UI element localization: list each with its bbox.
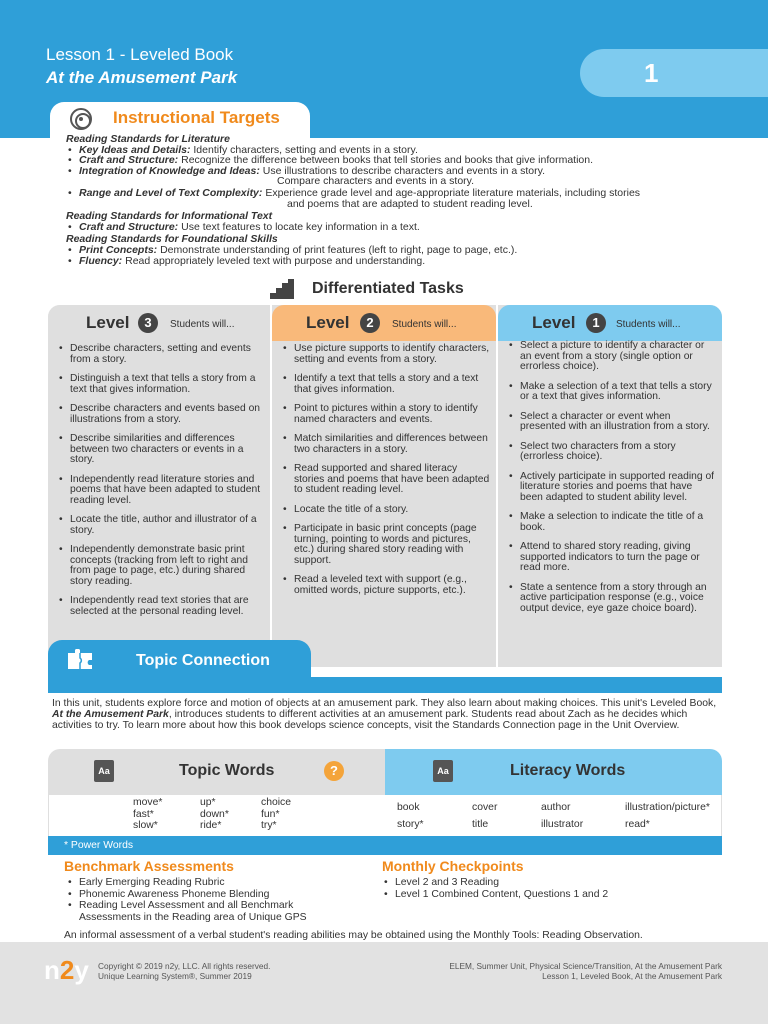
book-icon: Aa: [433, 760, 453, 782]
monthly-checkpoints-title: Monthly Checkpoints: [382, 858, 524, 874]
standard-term: Key Ideas and Details:: [79, 143, 191, 156]
level-3-task-list: [56, 341, 264, 617]
topic-words-column: [133, 797, 162, 832]
word: fast*: [133, 808, 154, 820]
standard-term: Range and Level of Text Complexity:: [79, 186, 263, 199]
level-1-task-list: [506, 341, 716, 614]
word: book: [397, 802, 420, 813]
unit-info-line: Lesson 1, Leveled Book, At the Amusement Park: [542, 970, 722, 981]
standard-item: [66, 166, 726, 187]
task-item: • Describe characters, setting and events from a story.: [56, 344, 264, 365]
task-item: • Match similarities and differences between two characters in a story.: [280, 434, 490, 455]
monthly-item: • Level 1 Combined Content, Questions 1 and 2: [382, 889, 712, 901]
level-1-badge: 1: [586, 313, 606, 333]
word: try*: [261, 820, 277, 831]
level-1-column: [498, 305, 722, 667]
standard-text: Demonstrate understanding of print features (left to right, page to page, etc.).: [160, 243, 518, 256]
stairs-icon: [270, 279, 294, 299]
standard-term: Craft and Structure:: [79, 220, 179, 233]
task-item: • Select a character or event when presented with an illustration from a story.: [506, 412, 716, 433]
n2y-logo: n2y: [44, 955, 89, 985]
word: illustrator: [541, 819, 584, 830]
standard-text: Read appropriately leveled text with purpose and understanding.: [125, 254, 426, 267]
task-item: • Locate the title, author and illustrator of a story.: [56, 515, 264, 536]
word: down*: [200, 808, 229, 820]
power-words-note: * Power Words: [64, 840, 134, 851]
topic-text-part: , introduces students to different activities at an amusement park. Students read about Zach as he decides which activities to try. To learn more about how this book develops science concepts, visit the Standards Connection page in the Unit Overview.: [52, 709, 688, 731]
task-item: • Locate the title of a story.: [280, 505, 490, 516]
level-3-header: [48, 305, 270, 341]
literacy-words-column: [397, 799, 424, 833]
level-label: Level: [532, 313, 576, 332]
lesson-number: 1: [644, 58, 659, 88]
benchmark-item: • Reading Level Assessment and all Benchmark Assessments in the Reading area of Unique GPS: [66, 900, 346, 923]
task-item: • Use picture supports to identify characters, setting and events from a story.: [280, 344, 490, 365]
standard-text: Use text features to locate key information in a text.: [181, 220, 420, 233]
level-2-header: [272, 305, 496, 341]
topic-connection-tab: [48, 640, 311, 680]
standard-heading: Reading Standards for Foundational Skills: [66, 233, 278, 246]
book-title: At the Amusement Park: [46, 68, 238, 87]
copyright-text: [98, 962, 270, 981]
standard-item: [66, 222, 726, 233]
instructional-targets-body: [66, 134, 726, 266]
word: title: [472, 819, 489, 830]
task-item: • Select a picture to identify a character or an event from a story (single option or errorless choice).: [506, 341, 716, 373]
copyright-line: Copyright © 2019 n2y, LLC. All rights reserved.: [98, 961, 271, 971]
level-2-column: [272, 305, 496, 667]
level-3-badge: 3: [138, 313, 158, 333]
standard-item: [66, 188, 726, 209]
task-item: • Distinguish a text that tells a story from a text that gives information.: [56, 374, 264, 395]
standard-item: [66, 256, 726, 267]
literacy-words-header: [385, 749, 722, 795]
standard-text: Use illustrations to describe characters and events in a story.: [262, 164, 546, 177]
level-2-badge: 2: [360, 313, 380, 333]
literacy-words-column: [541, 799, 583, 833]
task-item: • Attend to shared story reading, giving supported indicators to turn the page or read more.: [506, 542, 716, 574]
students-will-label: Students will...: [392, 319, 457, 330]
task-item: • Make a selection to indicate the title of a book.: [506, 512, 716, 533]
topic-words-column: [200, 797, 229, 832]
lesson-line: Lesson 1 - Leveled Book: [46, 45, 234, 64]
differentiated-tasks-title: Differentiated Tasks: [312, 280, 464, 297]
word: slow*: [133, 820, 158, 831]
word: choice: [261, 797, 292, 808]
footer-unit-info: [449, 962, 722, 981]
power-words-bar: [48, 836, 722, 855]
standard-text-continued: Compare characters and events in a story.: [277, 175, 475, 188]
word: move*: [133, 797, 163, 808]
task-item: • State a sentence from a story through an active participation response (e.g., voice output device, eye gaze choice board).: [506, 583, 716, 615]
literacy-words-column: [472, 799, 497, 833]
standard-term: Integration of Knowledge and Ideas:: [79, 164, 260, 177]
literacy-words-title: Literacy Words: [510, 762, 626, 779]
task-item: • Independently read text stories that are selected at the personal reading level.: [56, 596, 264, 617]
task-item: • Read a leveled text with support (e.g., omitted words, picture supports, etc.).: [280, 575, 490, 596]
informal-assessment-note: An informal assessment of a verbal student's reading abilities may be obtained using the Monthly Tools: Reading Observation.: [64, 930, 643, 941]
word: story*: [397, 819, 424, 830]
monthly-item: • Level 2 and 3 Reading: [382, 877, 712, 889]
level-label: Level: [86, 313, 130, 332]
benchmark-assessments-title: Benchmark Assessments: [64, 858, 234, 874]
topic-connection-text: [52, 698, 724, 731]
task-item: • Describe characters and events based on illustrations from a story.: [56, 404, 264, 425]
standard-text: Recognize the difference between books that tell stories and books that give information.: [181, 154, 593, 167]
task-item: • Point to pictures within a story to identify named characters and events.: [280, 404, 490, 425]
standard-heading: Reading Standards for Informational Text: [66, 210, 273, 223]
instructional-targets-title: Instructional Targets: [113, 108, 280, 127]
word: up*: [200, 797, 216, 808]
word: cover: [472, 802, 498, 813]
task-item: • Make a selection of a text that tells a story or a text that gives information.: [506, 382, 716, 403]
topic-connection-title: Topic Connection: [136, 652, 270, 669]
book-icon: Aa: [94, 760, 114, 782]
level-3-column: [48, 305, 270, 667]
standard-text-continued: and poems that are adapted to student reading level.: [287, 197, 533, 210]
topic-words-list: [48, 795, 384, 837]
target-icon: [70, 108, 92, 130]
task-item: • Identify a text that tells a story and a text that gives information.: [280, 374, 490, 395]
students-will-label: Students will...: [170, 319, 235, 330]
topic-words-header: [48, 749, 385, 795]
copyright-line: Unique Learning System®, Summer 2019: [98, 970, 252, 981]
words-section: [48, 749, 722, 857]
task-item: • Independently demonstrate basic print concepts (tracking from left to right and from page to page, etc.) during shared story reading.: [56, 545, 264, 587]
word: illustration/picture*: [625, 802, 710, 813]
puzzle-icon: [68, 649, 92, 669]
word: read*: [625, 819, 650, 830]
task-item: • Select two characters from a story (errorless choice).: [506, 442, 716, 463]
literacy-words-column: [625, 799, 710, 833]
word: author: [541, 802, 571, 813]
monthly-list: [382, 877, 712, 900]
page-footer: [0, 942, 768, 1024]
standard-heading: Reading Standards for Literature: [66, 133, 230, 145]
standard-term: Craft and Structure:: [79, 154, 179, 167]
task-item: • Describe similarities and differences between two characters or events in a story.: [56, 434, 264, 466]
benchmark-list: [66, 877, 366, 923]
task-item: • Participate in basic print concepts (page turning, pointing to words and pictures, etc.) during shared story reading with support.: [280, 524, 490, 566]
lesson-number-tab: [580, 49, 768, 97]
task-item: • Read supported and shared literacy stories and poems that have been adapted to student reading level.: [280, 464, 490, 496]
level-2-task-list: [280, 341, 490, 596]
standard-term: Fluency:: [79, 254, 123, 267]
benchmark-item: • Early Emerging Reading Rubric: [66, 877, 366, 889]
question-icon[interactable]: ?: [324, 761, 344, 781]
topic-book-title: At the Amusement Park: [52, 709, 169, 720]
topic-text-part: In this unit, students explore force and motion of objects at an amusement park. They also learn about making choices. This unit's Leveled Book,: [52, 698, 717, 709]
benchmark-item: • Phonemic Awareness Phoneme Blending: [66, 889, 366, 901]
topic-words-column: [261, 797, 291, 832]
topic-words-title: Topic Words: [179, 762, 275, 779]
word: fun*: [261, 808, 280, 820]
standard-text: Identify characters, setting and events in a story.: [193, 143, 418, 156]
task-item: • Actively participate in supported reading of literature stories and poems that have been adapted to student ability level.: [506, 472, 716, 504]
level-label: Level: [306, 313, 350, 332]
unit-info-line: ELEM, Summer Unit, Physical Science/Transition, At the Amusement Park: [449, 961, 722, 971]
task-item: • Independently read literature stories and poems that have been adapted to student reading level.: [56, 475, 264, 507]
word: ride*: [200, 820, 222, 831]
standard-text: Experience grade level and age-appropriate literature materials, including stories: [265, 186, 641, 199]
literacy-words-list: [386, 795, 722, 837]
standard-term: Print Concepts:: [79, 243, 158, 256]
students-will-label: Students will...: [616, 319, 681, 330]
level-1-header: [498, 305, 722, 341]
